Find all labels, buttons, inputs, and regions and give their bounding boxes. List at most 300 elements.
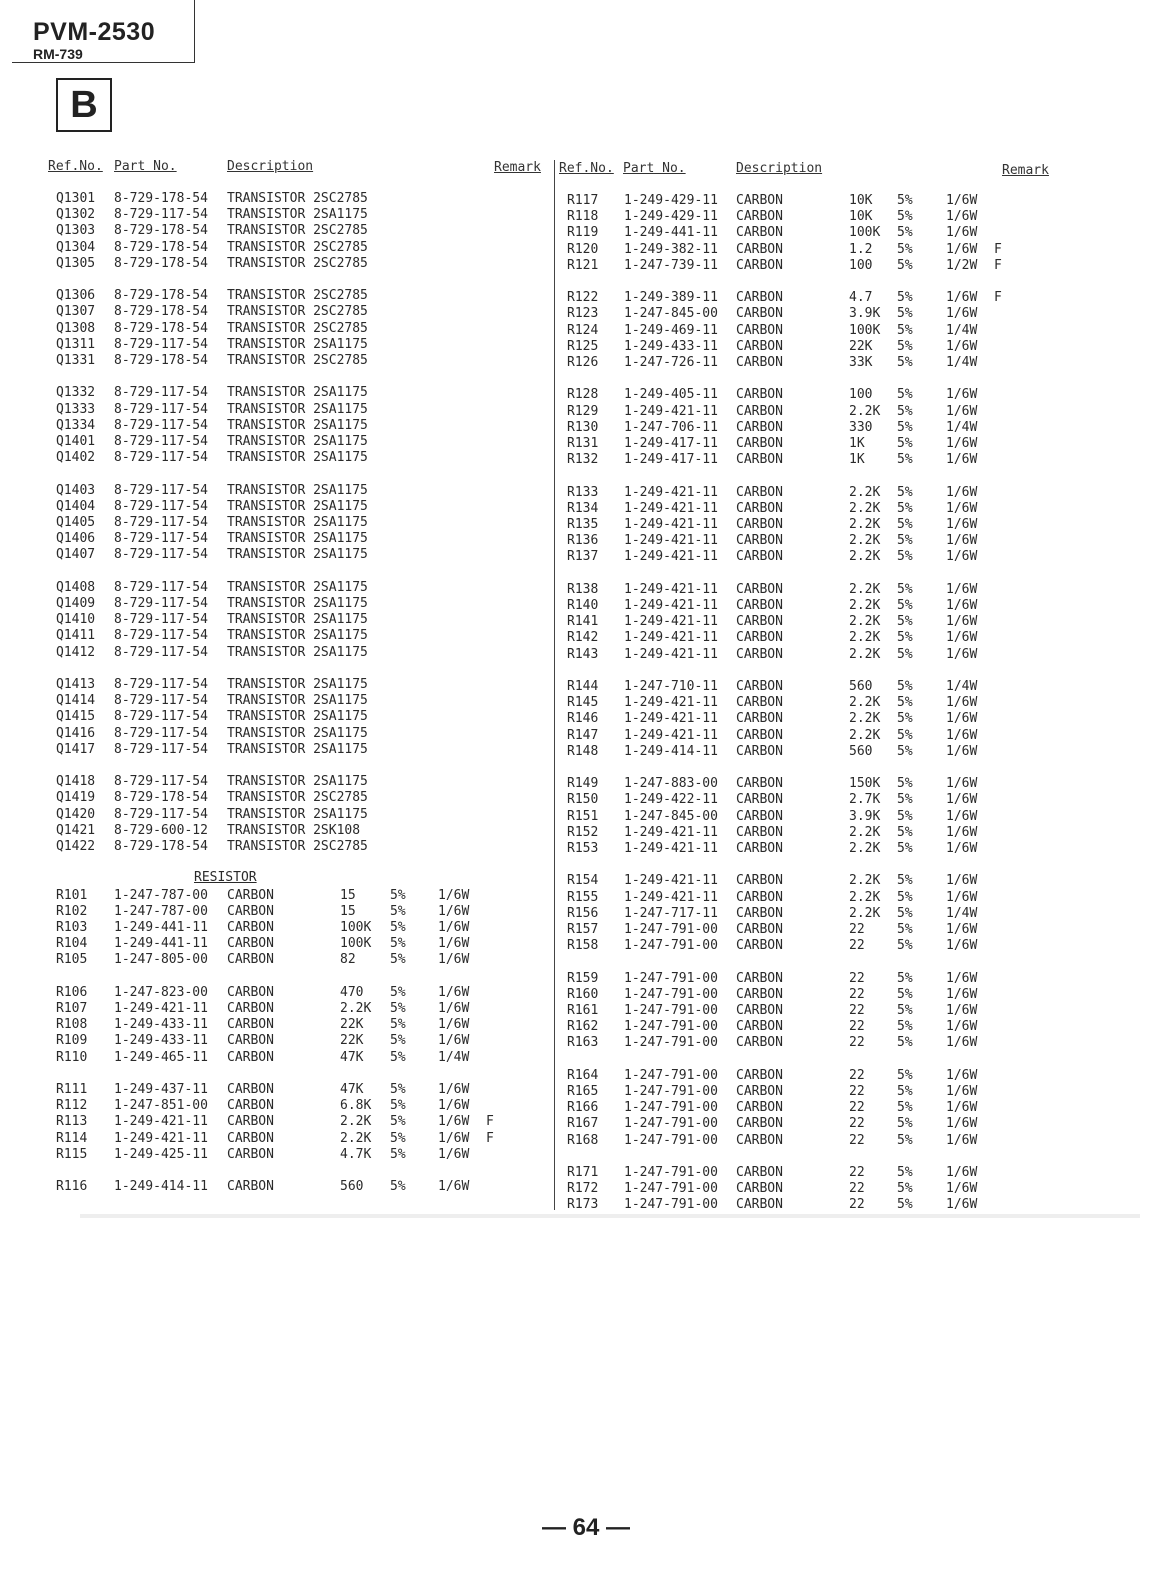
left-col-ref-header: Ref.No.	[48, 159, 103, 174]
tolerance: 5%	[897, 986, 913, 1002]
wattage: 1/6W	[946, 1003, 978, 1018]
part-no: 1-249-421-11	[624, 646, 718, 662]
part-row	[0, 306, 1172, 322]
resistance: 1K	[849, 452, 865, 468]
description: CARBON	[227, 936, 274, 952]
tolerance: 5%	[897, 225, 913, 241]
wattage: 1/6W	[438, 1082, 470, 1097]
part-row	[0, 417, 1172, 436]
wattage: 1/4W	[946, 679, 978, 694]
wattage: 1/6W	[946, 1197, 978, 1213]
ref-no: R160	[567, 986, 599, 1002]
description: CARBON	[736, 1084, 783, 1099]
ref-no: Q1301	[56, 191, 96, 206]
part-no: 1-247-739-11	[624, 257, 718, 273]
tolerance: 5%	[897, 290, 913, 306]
description: TRANSISTOR 2SA1175	[227, 725, 368, 741]
description: CARBON	[736, 484, 783, 500]
ref-no: R171	[567, 1165, 599, 1180]
wattage: 1/6W	[946, 1067, 978, 1083]
description: CARBON	[227, 887, 274, 903]
description: TRANSISTOR 2SC2785	[227, 353, 368, 368]
part-no: 1-247-823-00	[114, 984, 208, 1000]
part-row	[0, 887, 1172, 906]
tolerance: 5%	[390, 920, 406, 935]
ref-no: R146	[567, 711, 599, 727]
part-no: 1-249-405-11	[624, 387, 718, 403]
part-no: 1-249-421-11	[624, 517, 718, 532]
tolerance: 5%	[897, 209, 913, 225]
resistance: 2.2K	[849, 841, 881, 856]
description: TRANSISTOR 2SA1175	[227, 207, 368, 223]
part-no: 1-249-414-11	[624, 743, 718, 759]
tolerance: 5%	[897, 711, 913, 727]
wattage: 1/6W	[438, 903, 470, 919]
tolerance: 5%	[390, 1098, 406, 1114]
remark: F	[994, 290, 1002, 306]
wattage: 1/6W	[946, 338, 978, 354]
resistance: 100K	[849, 322, 881, 338]
description: CARBON	[736, 646, 783, 662]
ref-no: Q1403	[56, 482, 96, 498]
tolerance: 5%	[897, 581, 913, 597]
tolerance: 5%	[897, 808, 913, 824]
wattage: 1/6W	[438, 1033, 470, 1049]
tolerance: 5%	[897, 1116, 913, 1132]
tolerance: 5%	[897, 1067, 913, 1083]
part-no: 8-729-178-54	[114, 191, 208, 206]
part-no: 1-249-421-11	[624, 581, 718, 597]
part-row	[0, 1116, 1172, 1132]
part-row	[0, 841, 1172, 857]
part-row	[0, 614, 1172, 630]
part-no: 1-249-417-11	[624, 452, 718, 468]
model-name: PVM-2530	[33, 18, 156, 46]
resistance: 2.2K	[340, 1114, 372, 1130]
part-row	[0, 1197, 1172, 1213]
tolerance: 5%	[897, 646, 913, 662]
right-col-remark-header: Remark	[1002, 163, 1049, 178]
ref-no: Q1413	[56, 677, 96, 692]
ref-no: Q1416	[56, 725, 96, 741]
resistance: 2.2K	[849, 695, 881, 711]
wattage: 1/6W	[946, 630, 978, 646]
resistance: 22	[849, 1084, 865, 1099]
part-no: 1-249-421-11	[624, 889, 718, 905]
part-no: 1-247-791-00	[624, 1181, 718, 1197]
description: CARBON	[736, 338, 783, 354]
part-row	[0, 436, 1172, 452]
wattage: 1/6W	[946, 1019, 978, 1035]
resistance: 3.9K	[849, 306, 881, 322]
description: CARBON	[227, 1179, 274, 1195]
description: TRANSISTOR 2SA1175	[227, 596, 368, 611]
ref-no: R126	[567, 355, 599, 370]
ref-no: R114	[56, 1130, 88, 1146]
resistance: 22	[849, 970, 865, 986]
ref-no: R161	[567, 1003, 599, 1018]
description: CARBON	[227, 1114, 274, 1130]
wattage: 1/6W	[946, 1100, 978, 1116]
part-no: 1-247-791-00	[624, 1132, 718, 1148]
tolerance: 5%	[390, 903, 406, 919]
ref-no: Q1306	[56, 288, 96, 304]
ref-no: R140	[567, 598, 599, 613]
tolerance: 5%	[390, 1130, 406, 1146]
resistance: 100	[849, 257, 873, 273]
ref-no: R162	[567, 1019, 599, 1035]
ref-no: R104	[56, 936, 88, 952]
description: CARBON	[736, 614, 783, 630]
part-row	[0, 822, 1172, 841]
part-no: 8-729-117-54	[114, 547, 208, 563]
tolerance: 5%	[897, 598, 913, 613]
tolerance: 5%	[897, 500, 913, 516]
wattage: 1/6W	[946, 1035, 978, 1051]
ref-no: R155	[567, 889, 599, 905]
part-row	[0, 711, 1172, 727]
wattage: 1/6W	[946, 193, 978, 208]
tolerance: 5%	[897, 257, 913, 273]
ref-no: R157	[567, 922, 599, 937]
ref-no: R117	[567, 193, 599, 208]
resistance: 15	[340, 887, 356, 903]
part-no: 1-249-441-11	[114, 920, 208, 935]
ref-no: R156	[567, 905, 599, 921]
ref-no: Q1334	[56, 417, 96, 433]
part-row	[0, 776, 1172, 792]
wattage: 1/6W	[946, 436, 978, 451]
ref-no: R167	[567, 1116, 599, 1132]
description: CARBON	[736, 711, 783, 727]
part-no: 1-247-883-00	[624, 776, 718, 792]
tolerance: 5%	[390, 1179, 406, 1195]
part-row	[0, 873, 1172, 889]
ref-no: R112	[56, 1098, 88, 1114]
part-no: 1-247-726-11	[624, 355, 718, 370]
part-no: 1-247-845-00	[624, 808, 718, 824]
ref-no: Q1419	[56, 790, 96, 806]
wattage: 1/4W	[946, 322, 978, 338]
wattage: 1/6W	[946, 1165, 978, 1180]
tolerance: 5%	[897, 970, 913, 986]
ref-no: Q1333	[56, 401, 96, 417]
ref-no: R135	[567, 517, 599, 532]
part-no: 1-249-429-11	[624, 209, 718, 225]
part-no: 1-249-429-11	[624, 193, 718, 208]
ref-no: R158	[567, 938, 599, 954]
description: CARBON	[227, 984, 274, 1000]
resistance: 82	[340, 952, 356, 968]
description: CARBON	[736, 1100, 783, 1116]
wattage: 1/6W	[438, 1114, 470, 1130]
wattage: 1/6W	[438, 1017, 470, 1033]
part-row	[0, 741, 1172, 760]
part-no: 1-249-421-11	[114, 1001, 208, 1016]
ref-no: R137	[567, 549, 599, 565]
description: CARBON	[736, 841, 783, 856]
tolerance: 5%	[897, 905, 913, 921]
part-row	[0, 792, 1172, 808]
ref-no: Q1332	[56, 385, 96, 401]
part-no: 1-249-421-11	[624, 711, 718, 727]
ref-no: R122	[567, 290, 599, 306]
resistance: 2.2K	[849, 614, 881, 630]
part-row	[0, 1068, 1172, 1084]
resistance: 22	[849, 1132, 865, 1148]
description: TRANSISTOR 2SC2785	[227, 790, 368, 806]
description: CARBON	[736, 986, 783, 1002]
ref-no: R132	[567, 452, 599, 468]
part-no: 8-729-178-54	[114, 288, 208, 304]
description: TRANSISTOR 2SK108	[227, 822, 361, 838]
description: CARBON	[736, 581, 783, 597]
resistance: 2.2K	[849, 727, 881, 743]
part-no: 8-729-117-54	[114, 644, 208, 660]
description: TRANSISTOR 2SA1175	[227, 693, 368, 709]
wattage: 1/6W	[946, 403, 978, 419]
description: CARBON	[227, 1130, 274, 1146]
ref-no: Q1412	[56, 644, 96, 660]
part-no: 8-729-117-54	[114, 709, 208, 725]
ref-no: R101	[56, 887, 88, 903]
description: TRANSISTOR 2SC2785	[227, 239, 368, 255]
description: CARBON	[736, 225, 783, 241]
part-no: 1-249-433-11	[114, 1033, 208, 1049]
resistance: 100K	[849, 225, 881, 241]
resistance: 100	[849, 387, 873, 403]
part-no: 1-249-417-11	[624, 436, 718, 451]
wattage: 1/6W	[946, 387, 978, 403]
resistance: 22	[849, 1035, 865, 1051]
ref-no: R115	[56, 1146, 88, 1162]
part-no: 1-247-791-00	[624, 1003, 718, 1018]
description: TRANSISTOR 2SA1175	[227, 644, 368, 660]
description: CARBON	[227, 1098, 274, 1114]
ref-no: R151	[567, 808, 599, 824]
part-row	[0, 1050, 1172, 1066]
part-row	[0, 952, 1172, 968]
wattage: 1/6W	[946, 306, 978, 322]
ref-no: R136	[567, 533, 599, 549]
part-no: 1-247-717-11	[624, 905, 718, 921]
resistance: 4.7K	[340, 1146, 372, 1162]
part-no: 1-249-421-11	[624, 841, 718, 856]
part-no: 8-729-178-54	[114, 255, 208, 271]
resistance: 2.2K	[849, 549, 881, 565]
part-row	[0, 336, 1172, 355]
part-no: 1-247-791-00	[624, 1116, 718, 1132]
wattage: 1/6W	[946, 727, 978, 743]
part-no: 1-249-421-11	[114, 1130, 208, 1146]
part-row	[0, 630, 1172, 646]
description: CARBON	[736, 922, 783, 937]
wattage: 1/6W	[946, 743, 978, 759]
ref-no: Q1305	[56, 255, 96, 271]
part-row	[0, 695, 1172, 711]
description: TRANSISTOR 2SC2785	[227, 288, 368, 304]
description: TRANSISTOR 2SA1175	[227, 498, 368, 514]
ref-no: R107	[56, 1001, 88, 1016]
description: CARBON	[736, 1132, 783, 1148]
description: TRANSISTOR 2SC2785	[227, 191, 368, 206]
ref-no: Q1401	[56, 434, 96, 449]
part-no: 8-729-117-54	[114, 336, 208, 352]
part-no: 1-249-469-11	[624, 322, 718, 338]
part-no: 1-247-791-00	[624, 986, 718, 1002]
tolerance: 5%	[897, 824, 913, 840]
right-col-ref-header: Ref.No.	[559, 161, 614, 176]
resistance: 2.2K	[849, 500, 881, 516]
part-row	[0, 1165, 1172, 1181]
part-no: 8-729-178-54	[114, 320, 208, 336]
wattage: 1/6W	[438, 1146, 470, 1162]
part-row	[0, 387, 1172, 403]
description: TRANSISTOR 2SA1175	[227, 450, 368, 466]
description: CARBON	[227, 952, 274, 968]
tolerance: 5%	[897, 922, 913, 937]
part-no: 1-247-710-11	[624, 679, 718, 694]
description: CARBON	[736, 1003, 783, 1018]
ref-no: R159	[567, 970, 599, 986]
description: TRANSISTOR 2SC2785	[227, 223, 368, 239]
ref-no: R153	[567, 841, 599, 856]
part-no: 8-729-117-54	[114, 450, 208, 466]
description: CARBON	[736, 776, 783, 792]
resistance: 10K	[849, 209, 873, 225]
part-row	[0, 725, 1172, 744]
tolerance: 5%	[897, 1084, 913, 1099]
ref-no: Q1405	[56, 515, 96, 530]
part-no: 1-249-441-11	[624, 225, 718, 241]
part-row	[0, 482, 1172, 501]
description: CARBON	[227, 1082, 274, 1097]
tolerance: 5%	[390, 936, 406, 952]
description: CARBON	[227, 1001, 274, 1016]
description: CARBON	[736, 241, 783, 257]
ref-no: R163	[567, 1035, 599, 1051]
part-row	[0, 644, 1172, 663]
tolerance: 5%	[390, 952, 406, 968]
tolerance: 5%	[897, 533, 913, 549]
wattage: 1/6W	[946, 873, 978, 889]
description: CARBON	[736, 743, 783, 759]
description: CARBON	[736, 889, 783, 905]
part-row	[0, 1035, 1172, 1051]
resistance: 22K	[849, 338, 873, 354]
part-row	[0, 679, 1172, 695]
wattage: 1/4W	[946, 355, 978, 370]
resistance: 100K	[340, 920, 372, 935]
resistance: 2.2K	[849, 873, 881, 889]
right-col-desc-header: Description	[736, 161, 823, 176]
part-no: 1-247-791-00	[624, 1035, 718, 1051]
description: CARBON	[736, 257, 783, 273]
description: TRANSISTOR 2SA1175	[227, 677, 368, 692]
part-no: 1-247-791-00	[624, 1197, 718, 1213]
part-no: 1-249-433-11	[114, 1017, 208, 1033]
part-no: 8-729-117-54	[114, 498, 208, 514]
part-no: 1-249-421-11	[624, 598, 718, 613]
part-row	[0, 533, 1172, 549]
right-col-part-header: Part No.	[623, 161, 686, 176]
tolerance: 5%	[390, 1146, 406, 1162]
description: CARBON	[227, 1017, 274, 1033]
tolerance: 5%	[897, 403, 913, 419]
wattage: 1/6W	[946, 986, 978, 1002]
resistance: 2.2K	[849, 711, 881, 727]
ref-no: R116	[56, 1179, 88, 1195]
ref-no: R119	[567, 225, 599, 241]
resistance: 2.2K	[849, 905, 881, 921]
tolerance: 5%	[897, 889, 913, 905]
part-no: 8-729-117-54	[114, 725, 208, 741]
ref-no: Q1331	[56, 353, 96, 368]
tolerance: 5%	[897, 695, 913, 711]
tolerance: 5%	[897, 1003, 913, 1018]
part-no: 1-249-421-11	[624, 614, 718, 630]
wattage: 1/6W	[946, 646, 978, 662]
description: CARBON	[736, 1019, 783, 1035]
part-no: 1-249-421-11	[114, 1114, 208, 1130]
part-row	[0, 193, 1172, 209]
wattage: 1/6W	[946, 500, 978, 516]
ref-no: R141	[567, 614, 599, 630]
tolerance: 5%	[897, 436, 913, 451]
ref-no: R108	[56, 1017, 88, 1033]
tolerance: 5%	[897, 549, 913, 565]
part-row	[0, 922, 1172, 938]
part-no: 1-247-791-00	[624, 922, 718, 937]
wattage: 1/6W	[946, 1132, 978, 1148]
resistance: 2.2K	[340, 1130, 372, 1146]
resistance: 1.2	[849, 241, 873, 257]
wattage: 1/6W	[946, 241, 978, 257]
resistance: 560	[340, 1179, 364, 1195]
resistance: 2.2K	[849, 533, 881, 549]
description: CARBON	[736, 598, 783, 613]
resistance: 22	[849, 1067, 865, 1083]
ref-no: Q1417	[56, 741, 96, 757]
ref-no: R133	[567, 484, 599, 500]
resistance: 22	[849, 922, 865, 937]
tolerance: 5%	[897, 614, 913, 630]
ref-no: R113	[56, 1114, 88, 1130]
wattage: 1/6W	[946, 290, 978, 306]
resistance: 150K	[849, 776, 881, 792]
wattage: 1/6W	[946, 209, 978, 225]
part-no: 1-247-845-00	[624, 306, 718, 322]
description: CARBON	[736, 1197, 783, 1213]
tolerance: 5%	[390, 1049, 406, 1065]
part-no: 1-247-787-00	[114, 903, 208, 919]
description: CARBON	[736, 517, 783, 532]
ref-no: R166	[567, 1100, 599, 1116]
wattage: 1/6W	[946, 938, 978, 954]
description: TRANSISTOR 2SC2785	[227, 839, 368, 854]
tolerance: 5%	[897, 1100, 913, 1116]
wattage: 1/6W	[946, 808, 978, 824]
part-no: 1-249-433-11	[624, 338, 718, 354]
resistance: 1K	[849, 436, 865, 451]
tolerance: 5%	[390, 984, 406, 1000]
part-no: 8-729-178-54	[114, 353, 208, 368]
wattage: 1/6W	[438, 1098, 470, 1114]
part-no: 1-249-389-11	[624, 290, 718, 306]
ref-no: R120	[567, 241, 599, 257]
description: CARBON	[736, 193, 783, 208]
part-row	[0, 938, 1172, 954]
